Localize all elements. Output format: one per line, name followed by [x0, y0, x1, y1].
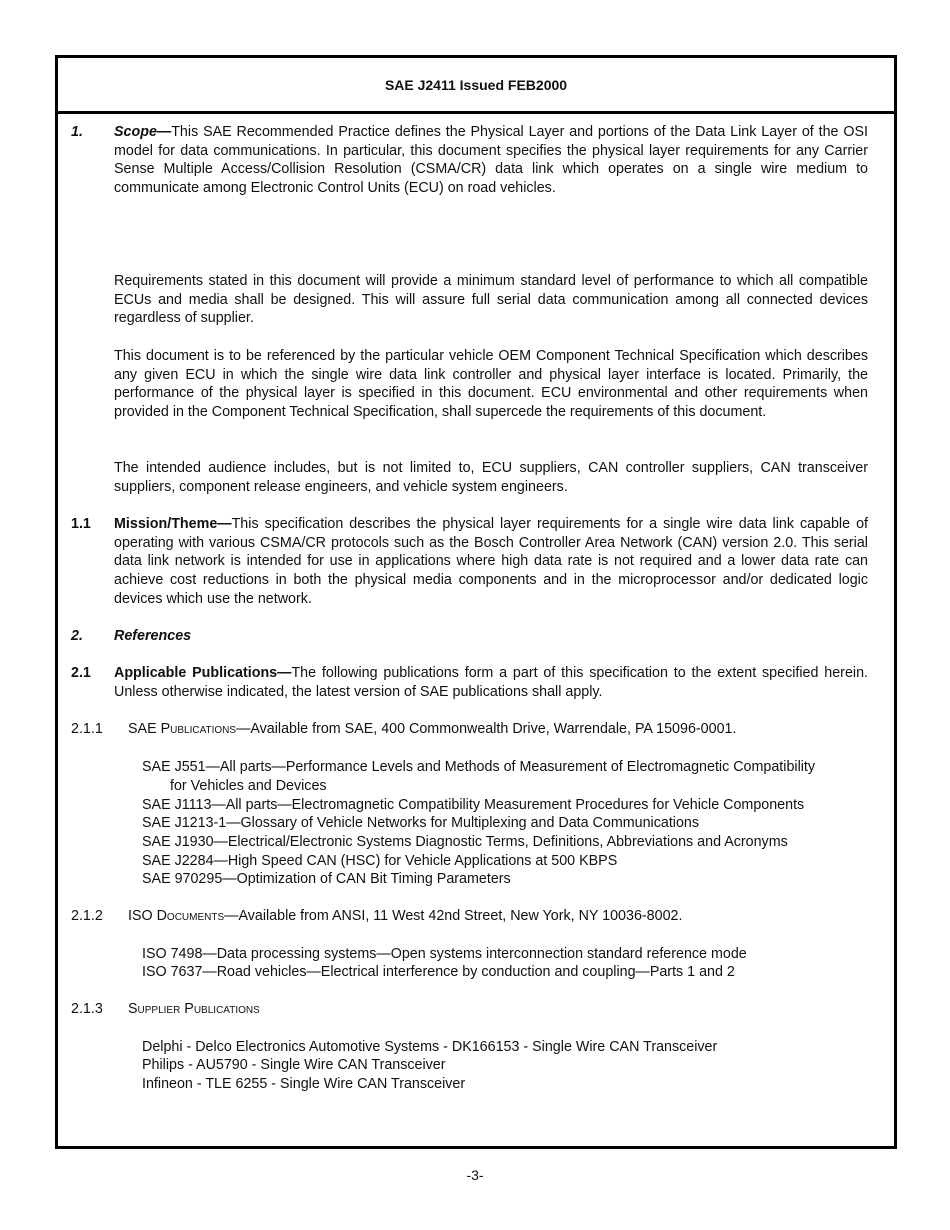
reference-item: SAE J1213-1—Glossary of Vehicle Networks for Multiplexing and Data Communications [142, 815, 700, 831]
section-heading: References [114, 628, 192, 644]
scope-paragraph-3: This document is to be referenced by the particular vehicle OEM Component Technical Specification which describes any given ECU in which the single wire data link controller and physical layer interface is located. Primarily, the performance of the physical layer is specified in this document. ECU environmental and other requirements when provided in the Component Technical Specification, shall supercede the requirements of this document. [114, 348, 868, 421]
document-title: SAE J2411 Issued FEB2000 [384, 76, 568, 93]
section-number: 2.1.1 [71, 721, 103, 737]
section-number: 2.1.2 [71, 908, 103, 924]
reference-item: SAE J2284—High Speed CAN (HSC) for Vehicle Applications at 500 KBPS [142, 853, 618, 869]
page-header [58, 58, 894, 114]
reference-item: SAE 970295—Optimization of CAN Bit Timing Parameters [142, 871, 511, 887]
section-number: 1.1 [71, 516, 91, 532]
subsection-heading: ISO Documents—Available from ANSI, 11 West 42nd Street, New York, NY 10036-8002. [128, 908, 683, 924]
section-heading: Mission/Theme— [114, 516, 232, 532]
mission-paragraph: Mission/Theme—This specification describes the physical layer requirements for a single wire data link capable of operating with various CSMA/CR protocols such as the Bosch Controller Area Network (CAN) version 2.0. This serial data link network is intended for use in applications where high data rate is not required and a lower data rate can achieve cost reductions in both the physical media components and in the microprocessor and/or dedicated logic devices which use the network. [114, 516, 868, 607]
subsection-heading: Supplier Publications [128, 1001, 260, 1017]
subsection-heading: SAE Publications—Available from SAE, 400 Commonwealth Drive, Warrendale, PA 15096-0001. [128, 721, 737, 737]
reference-item: Delphi - Delco Electronics Automotive Systems - DK166153 - Single Wire CAN Transceiver [142, 1039, 718, 1055]
reference-item: ISO 7637—Road vehicles—Electrical interference by conduction and coupling—Parts 1 and 2 [142, 964, 735, 980]
section-heading: Applicable Publications— [114, 665, 292, 681]
reference-item-continuation: for Vehicles and Devices [170, 778, 327, 794]
reference-item: SAE J551—All parts—Performance Levels and Methods of Measurement of Electromagnetic Compatibility [142, 759, 816, 775]
reference-item: Infineon - TLE 6255 - Single Wire CAN Transceiver [142, 1076, 466, 1092]
scope-paragraph: Scope—This SAE Recommended Practice defines the Physical Layer and portions of the Data Link Layer of the OSI model for data communications. In particular, this document specifies the physical layer requirements for any Carrier Sense Multiple Access/Collision Resolution (CSMA/CR) data link which operates on a single wire medium to communicate among Electronic Control Units (ECU) on road vehicles. [114, 124, 868, 197]
reference-item: Philips - AU5790 - Single Wire CAN Transceiver [142, 1057, 446, 1073]
reference-item: SAE J1113—All parts—Electromagnetic Compatibility Measurement Procedures for Vehicle Components [142, 797, 805, 813]
section-number: 1. [71, 124, 83, 140]
reference-item: SAE J1930—Electrical/Electronic Systems Diagnostic Terms, Definitions, Abbreviations and Acronyms [142, 834, 788, 850]
page-number: -3- [466, 1167, 484, 1183]
applicable-publications-paragraph: Applicable Publications—The following publications form a part of this specification to the extent specified herein. Unless otherwise indicated, the latest version of SAE publications shall apply. [114, 665, 868, 700]
section-heading: Scope— [114, 124, 172, 140]
reference-item: ISO 7498—Data processing systems—Open systems interconnection standard reference mode [142, 946, 747, 962]
section-number: 2.1.3 [71, 1001, 103, 1017]
page-frame [55, 55, 897, 1149]
scope-paragraph-2: Requirements stated in this document will provide a minimum standard level of performance to which all compatible ECUs and media shall be designed. This will assure full serial data communication among all connected devices regardless of supplier. [114, 273, 868, 327]
section-number: 2. [71, 628, 83, 644]
scope-paragraph-4: The intended audience includes, but is not limited to, ECU suppliers, CAN controller suppliers, CAN transceiver suppliers, component release engineers, and vehicle system engineers. [114, 460, 868, 495]
section-number: 2.1 [71, 665, 91, 681]
